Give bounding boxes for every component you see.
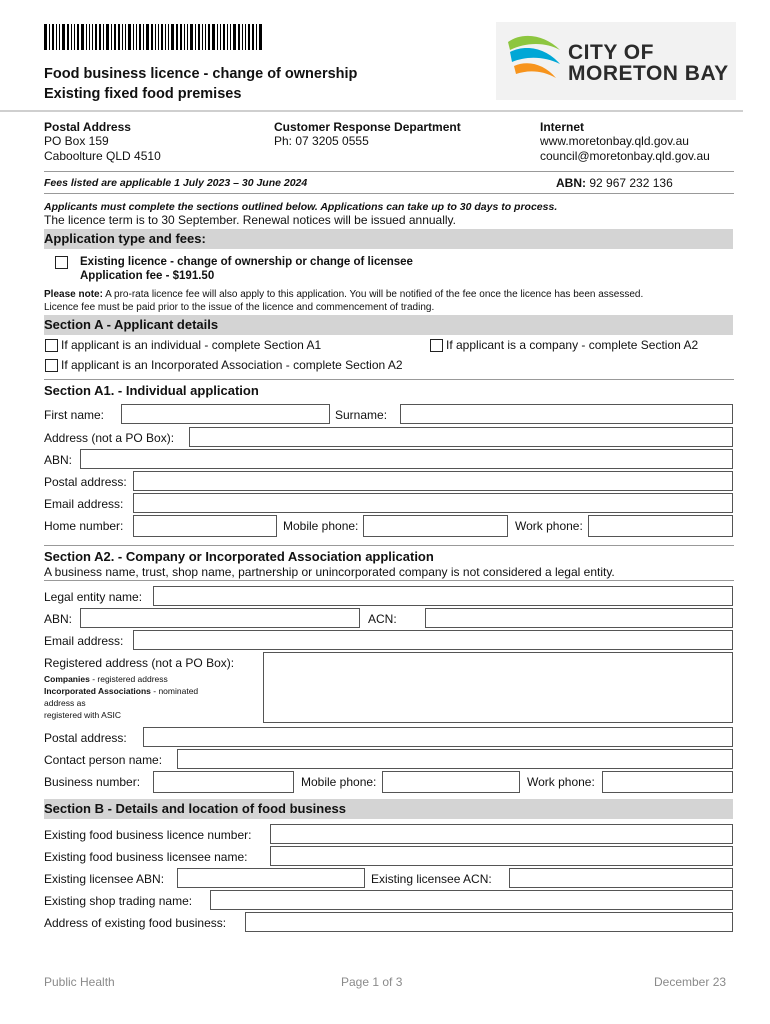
licence-number-input[interactable] xyxy=(270,824,733,844)
internet-url[interactable]: www.moretonbay.qld.gov.au xyxy=(540,134,689,148)
abn-field-label: ABN: xyxy=(44,453,73,467)
divider xyxy=(44,545,734,546)
licensee-abn-input[interactable] xyxy=(177,868,365,888)
first-name-input[interactable] xyxy=(121,404,330,424)
abn-value: 92 967 232 136 xyxy=(589,176,673,190)
company-email-label: Email address: xyxy=(44,634,124,648)
footer-date: December 23 xyxy=(654,975,727,989)
licensee-acn-label: Existing licensee ACN: xyxy=(371,872,492,886)
barcode-bar xyxy=(187,24,188,50)
barcode-bar xyxy=(71,24,72,50)
barcode-bar xyxy=(230,24,231,50)
postal-address-label: Postal address: xyxy=(44,475,127,489)
home-number-label: Home number: xyxy=(44,519,124,533)
postal-heading: Postal Address xyxy=(44,120,131,134)
shop-name-input[interactable] xyxy=(210,890,733,910)
hint-companies-text: - registered address xyxy=(89,674,168,684)
barcode-bar xyxy=(44,24,47,50)
company-postal-label: Postal address: xyxy=(44,731,127,745)
barcode-bar xyxy=(114,24,116,50)
legal-name-label: Legal entity name: xyxy=(44,590,143,604)
barcode-bar xyxy=(180,24,182,50)
barcode-bar xyxy=(136,24,137,50)
header-rule xyxy=(0,110,743,112)
hint-assoc-text: - nominated xyxy=(150,686,199,696)
barcode-bar xyxy=(161,24,163,50)
intro-bold: Applicants must complete the sections outlined below. Applications can take up to 30 days to process. xyxy=(44,201,558,213)
registered-address-input[interactable] xyxy=(263,652,733,723)
contact-person-input[interactable] xyxy=(177,749,733,769)
divider xyxy=(44,171,734,172)
barcode-bar xyxy=(49,24,50,50)
barcode-bar xyxy=(92,24,93,50)
postal-line1: PO Box 159 xyxy=(44,134,109,148)
barcode-bar xyxy=(122,24,123,50)
barcode xyxy=(44,24,300,50)
licensee-abn-label: Existing licensee ABN: xyxy=(44,872,165,886)
hint-associations xyxy=(44,685,254,697)
fee-note xyxy=(44,288,643,301)
licensee-name-label: Existing food business licensee name: xyxy=(44,850,248,864)
fee-note-line2: Licence fee must be paid prior to the issue of the licence and commencement of trading. xyxy=(44,302,435,313)
hint-assoc-bold: Incorporated Associations xyxy=(44,686,151,696)
address-input[interactable] xyxy=(189,427,733,447)
hint-assoc-line2: address as xyxy=(44,698,86,708)
barcode-bar xyxy=(74,24,75,50)
section-heading-text: Section A - Applicant details xyxy=(44,317,219,332)
individual-checkbox[interactable] xyxy=(45,339,58,352)
barcode-bar xyxy=(89,24,90,50)
association-checkbox[interactable] xyxy=(45,359,58,372)
barcode-bar xyxy=(77,24,79,50)
postal-address-input[interactable] xyxy=(133,471,733,491)
barcode-bar xyxy=(168,24,169,50)
company-option-label: If applicant is a company - complete Section A2 xyxy=(446,338,699,352)
email-input[interactable] xyxy=(133,493,733,513)
section-a1-heading: Section A1. - Individual application xyxy=(44,383,259,398)
legal-name-input[interactable] xyxy=(153,586,733,606)
barcode-bar xyxy=(217,24,218,50)
barcode-bar xyxy=(146,24,149,50)
company-abn-label: ABN: xyxy=(44,612,73,626)
barcode-bar xyxy=(103,24,104,50)
barcode-bar xyxy=(106,24,109,50)
section-application-heading xyxy=(44,229,733,249)
barcode-bar xyxy=(245,24,246,50)
barcode-bar xyxy=(151,24,153,50)
barcode-bar xyxy=(99,24,101,50)
barcode-bar xyxy=(195,24,196,50)
company-email-input[interactable] xyxy=(133,630,733,650)
home-number-input[interactable] xyxy=(133,515,277,537)
section-heading-text: Section B - Details and location of food business xyxy=(44,801,346,816)
barcode-bar xyxy=(233,24,236,50)
abn-line xyxy=(556,176,673,190)
section-heading-text: Application type and fees: xyxy=(44,231,206,246)
barcode-bar xyxy=(223,24,225,50)
barcode-bar xyxy=(220,24,221,50)
registered-address-label: Registered address (not a PO Box): xyxy=(44,656,235,670)
logo-swoosh-icon xyxy=(504,28,566,90)
mobile-phone-input[interactable] xyxy=(363,515,508,537)
form-subtitle: Existing fixed food premises xyxy=(44,86,242,102)
crd-phone: Ph: 07 3205 0555 xyxy=(274,134,369,148)
barcode-bar xyxy=(242,24,243,50)
contact-person-label: Contact person name: xyxy=(44,753,163,767)
barcode-bar xyxy=(86,24,87,50)
company-abn-input[interactable] xyxy=(80,608,360,628)
barcode-bar xyxy=(259,24,262,50)
form-title: Food business licence - change of ownership xyxy=(44,66,358,82)
intro-plain: The licence term is to 30 September. Renewal notices will be issued annually. xyxy=(44,213,456,227)
hint-assoc-line3: registered with ASIC xyxy=(44,710,122,720)
option-line1: Existing licence - change of ownership or change of licensee xyxy=(80,256,413,268)
company-mobile-input[interactable] xyxy=(382,771,520,793)
internet-heading: Internet xyxy=(540,120,585,134)
divider xyxy=(44,379,734,380)
barcode-bar xyxy=(190,24,193,50)
barcode-bar xyxy=(176,24,178,50)
barcode-bar xyxy=(248,24,250,50)
barcode-bar xyxy=(155,24,156,50)
barcode-bar xyxy=(208,24,210,50)
barcode-bar xyxy=(205,24,206,50)
hint-companies-bold: Companies xyxy=(44,674,90,684)
barcode-bar xyxy=(198,24,200,50)
barcode-bar xyxy=(133,24,134,50)
barcode-bar xyxy=(171,24,174,50)
barcode-bar xyxy=(184,24,185,50)
section-a2-heading: Section A2. - Company or Incorporated Association application xyxy=(44,549,434,564)
barcode-bar xyxy=(143,24,144,50)
barcode-bar xyxy=(59,24,60,50)
barcode-bar xyxy=(52,24,54,50)
barcode-bar xyxy=(95,24,97,50)
barcode-bar xyxy=(212,24,215,50)
divider xyxy=(44,580,734,581)
barcode-bar xyxy=(238,24,240,50)
mobile-phone-label: Mobile phone: xyxy=(283,519,359,533)
barcode-bar xyxy=(56,24,57,50)
barcode-bar xyxy=(252,24,254,50)
change-of-ownership-checkbox[interactable] xyxy=(55,256,68,269)
business-number-label: Business number: xyxy=(44,775,141,789)
internet-email[interactable]: council@moretonbay.qld.gov.au xyxy=(540,149,710,163)
barcode-bar xyxy=(227,24,228,50)
section-b-heading xyxy=(44,799,733,819)
acn-input[interactable] xyxy=(425,608,733,628)
shop-name-label: Existing shop trading name: xyxy=(44,894,193,908)
company-mobile-label: Mobile phone: xyxy=(301,775,377,789)
address-label: Address (not a PO Box): xyxy=(44,431,175,445)
barcode-bar xyxy=(62,24,65,50)
acn-label: ACN: xyxy=(368,612,397,626)
first-name-label: First name: xyxy=(44,408,105,422)
logo-text-line1: CITY OF xyxy=(568,41,654,64)
individual-option-label: If applicant is an individual - complete Section A1 xyxy=(61,338,322,352)
business-address-label: Address of existing food business: xyxy=(44,916,227,930)
company-work-label: Work phone: xyxy=(527,775,595,789)
licensee-name-input[interactable] xyxy=(270,846,733,866)
crd-heading: Customer Response Department xyxy=(274,120,461,134)
note-label: Please note: xyxy=(44,289,103,300)
company-work-input[interactable] xyxy=(602,771,733,793)
section-a-heading xyxy=(44,315,733,335)
registered-address-hint xyxy=(44,673,254,721)
council-logo xyxy=(496,22,736,100)
barcode-bar xyxy=(139,24,141,50)
email-label: Email address: xyxy=(44,497,124,511)
licence-number-label: Existing food business licence number: xyxy=(44,828,252,842)
barcode-bar xyxy=(202,24,203,50)
barcode-bar xyxy=(165,24,166,50)
company-checkbox[interactable] xyxy=(430,339,443,352)
abn-input[interactable] xyxy=(80,449,733,469)
barcode-bar xyxy=(67,24,69,50)
postal-line2: Caboolture QLD 4510 xyxy=(44,149,161,163)
footer-left: Public Health xyxy=(44,975,115,989)
licensee-acn-input[interactable] xyxy=(509,868,733,888)
work-phone-input[interactable] xyxy=(588,515,733,537)
barcode-bar xyxy=(256,24,257,50)
work-phone-label: Work phone: xyxy=(515,519,583,533)
section-a2-subtitle: A business name, trust, shop name, partnership or unincorporated company is not considered a legal entity. xyxy=(44,565,615,579)
business-number-input[interactable] xyxy=(153,771,294,793)
note-text: A pro-rata licence fee will also apply to this application. You will be notified of the fee once the licence has been assessed. xyxy=(102,289,644,300)
hint-companies xyxy=(44,673,254,685)
barcode-bar xyxy=(111,24,112,50)
logo-text-line2: MORETON BAY xyxy=(568,62,729,85)
barcode-bar xyxy=(81,24,84,50)
barcode-bar xyxy=(125,24,126,50)
company-postal-input[interactable] xyxy=(143,727,733,747)
abn-label: ABN: xyxy=(556,176,586,190)
page-number: Page 1 of 3 xyxy=(341,975,403,989)
option-fee: Application fee - $191.50 xyxy=(80,270,215,282)
divider xyxy=(44,193,734,194)
barcode-bar xyxy=(158,24,159,50)
barcode-bar xyxy=(118,24,120,50)
surname-label: Surname: xyxy=(335,408,388,422)
barcode-bar xyxy=(128,24,131,50)
association-option-label: If applicant is an Incorporated Association - complete Section A2 xyxy=(61,358,403,372)
business-address-input[interactable] xyxy=(245,912,733,932)
fees-line: Fees listed are applicable 1 July 2023 – 30 June 2024 xyxy=(44,177,308,189)
surname-input[interactable] xyxy=(400,404,733,424)
